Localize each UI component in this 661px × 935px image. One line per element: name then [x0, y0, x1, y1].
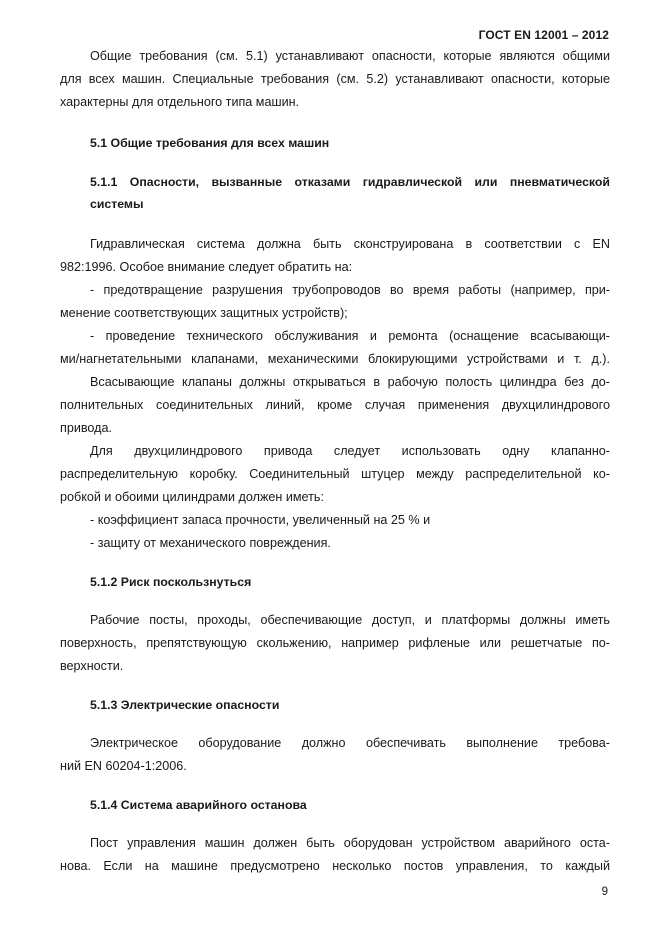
text-line: Всасывающие клапаны должны открываться в рабочую полость цилиндра без до- — [90, 375, 610, 389]
text-line: ний EN 60204-1:2006. — [60, 759, 187, 773]
text-line: 982:1996. Особое внимание следует обратить на: — [60, 260, 353, 274]
text-line: для всех машин. Специальные требования (см. 5.2) устанавливают опасности, которые — [60, 72, 610, 86]
list-item: - коэффициент запаса прочности, увеличенный на 25 % и — [90, 513, 431, 527]
document-code-header: ГОСТ EN 12001 – 2012 — [478, 28, 609, 42]
text-line: Электрическое оборудование должно обеспечивать выполнение требова- — [90, 736, 610, 750]
text-line: привода. — [60, 421, 112, 435]
section-heading-5-1-2: 5.1.2 Риск поскользнуться — [90, 575, 252, 589]
text-line: Общие требования (см. 5.1) устанавливают опасности, которые являются общими — [90, 49, 610, 63]
text-line: Рабочие посты, проходы, обеспечивающие доступ, и платформы должны иметь — [90, 613, 610, 627]
text-line: полнительных соединительных линий, кроме случая применения двухцилиндрового — [60, 398, 610, 412]
section-heading-5-1-4: 5.1.4 Система аварийного останова — [90, 798, 307, 812]
text-line: поверхность, препятствующую скольжению, например рифленые или решетчатые по- — [60, 636, 610, 650]
section-heading-5-1: 5.1 Общие требования для всех машин — [90, 136, 330, 150]
list-item: - защиту от механического повреждения. — [90, 536, 331, 550]
page-number: 9 — [601, 886, 608, 898]
text-line: Гидравлическая система должна быть сконструирована в соответствии с EN — [90, 237, 610, 251]
list-item: - предотвращение разрушения трубопроводов во время работы (например, при- — [90, 283, 610, 297]
text-line: Пост управления машин должен быть оборудован устройством аварийного оста- — [90, 836, 610, 850]
list-item: - проведение технического обслуживания и ремонта (оснащение всасывающи- — [90, 329, 610, 343]
section-heading-5-1-3: 5.1.3 Электрические опасности — [90, 698, 280, 712]
text-line: распределительную коробку. Соединительный штуцер между распределительной ко- — [60, 467, 610, 481]
text-line: характерны для отдельного типа машин. — [60, 95, 300, 109]
text-line: менение соответствующих защитных устройств); — [60, 306, 348, 320]
section-heading-5-1-1-cont: системы — [90, 197, 144, 211]
text-line: Для двухцилиндрового привода следует использовать одну клапанно- — [90, 444, 610, 458]
text-line: нова. Если на машине предусмотрено несколько постов управления, то каждый — [60, 859, 610, 873]
text-line: робкой и обоими цилиндрами должен иметь: — [60, 490, 324, 504]
text-line: верхности. — [60, 659, 124, 673]
text-line: ми/нагнетательными клапанами, механическими блокирующими устройствами и т. д.). — [60, 352, 610, 366]
section-heading-5-1-1: 5.1.1 Опасности, вызванные отказами гидравлической или пневматической — [90, 175, 610, 189]
